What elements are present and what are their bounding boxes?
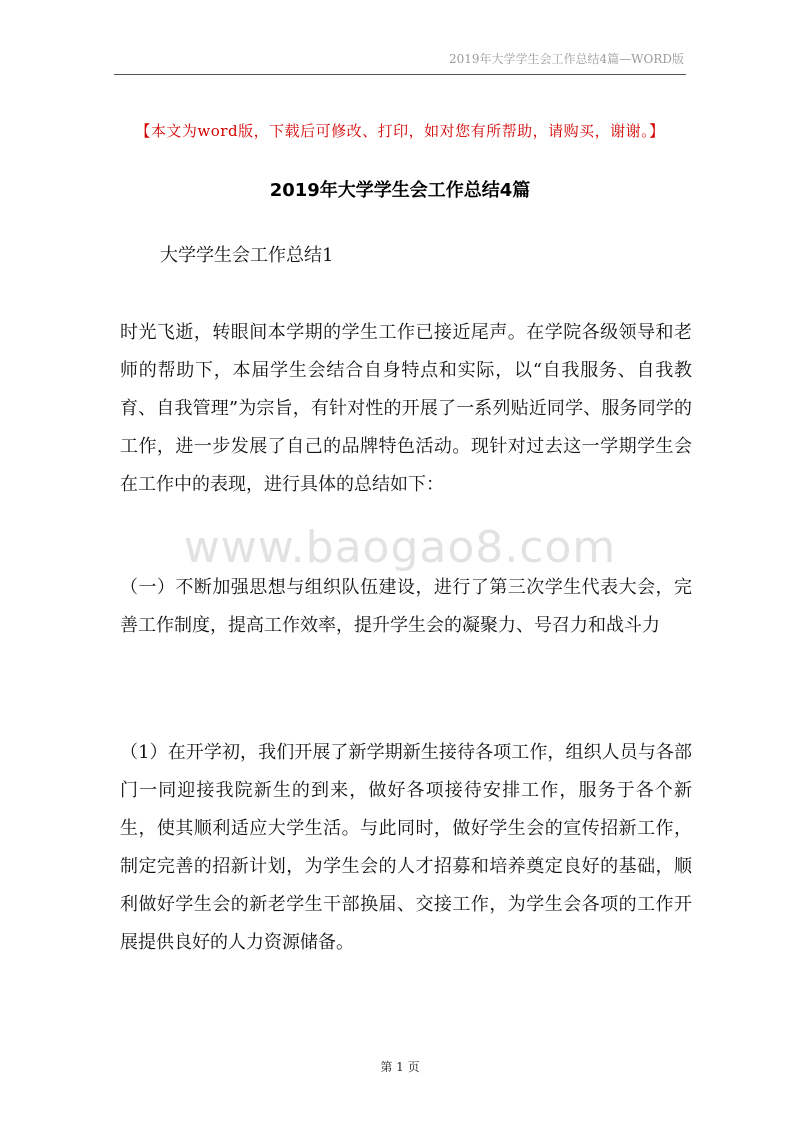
- header-divider: [114, 74, 686, 75]
- paragraph-section-one: （一）不断加强思想与组织队伍建设，进行了第三次学生代表大会，完善工作制度，提高工作效率，提升学生会的凝聚力、号召力和战斗力: [120, 577, 692, 636]
- purchase-notice: 【本文为word版，下载后可修改、打印，如对您有所帮助，请购买，谢谢。】: [135, 122, 665, 140]
- watermark: www.baogao8.com: [183, 522, 617, 573]
- page-number: 第 1 页: [380, 1060, 420, 1074]
- paragraph-intro: 时光飞逝，转眼间本学期的学生工作已接近尾声。在学院各级领导和老师的帮助下，本届学生会结合自身特点和实际，以“自我服务、自我教育、自我管理”为宗旨，有针对性的开展了一系列贴近同学、服务同学的工作，进一步发展了自己的品牌特色活动。现针对过去这一学期学生会在工作中的表现，进行具体的总结如下：: [120, 322, 692, 495]
- running-header: 2019年大学学生会工作总结4篇—WORD版: [448, 52, 684, 66]
- document-title: 2019年大学学生会工作总结4篇: [269, 180, 531, 201]
- section-heading: 大学学生会工作总结1: [160, 245, 334, 266]
- paragraph-item-one: （1）在开学初，我们开展了新学期新生接待各项工作，组织人员与各部门一同迎接我院新生的到来，做好各项接待安排工作，服务于各个新生，使其顺利适应大学生活。与此同时，做好学生会的宣传招新工作，制定完善的招新计划，为学生会的人才招募和培养奠定良好的基础，顺利做好学生会的新老学生干部换届、交接工作，为学生会各项的工作开展提供良好的人力资源储备。: [120, 742, 692, 953]
